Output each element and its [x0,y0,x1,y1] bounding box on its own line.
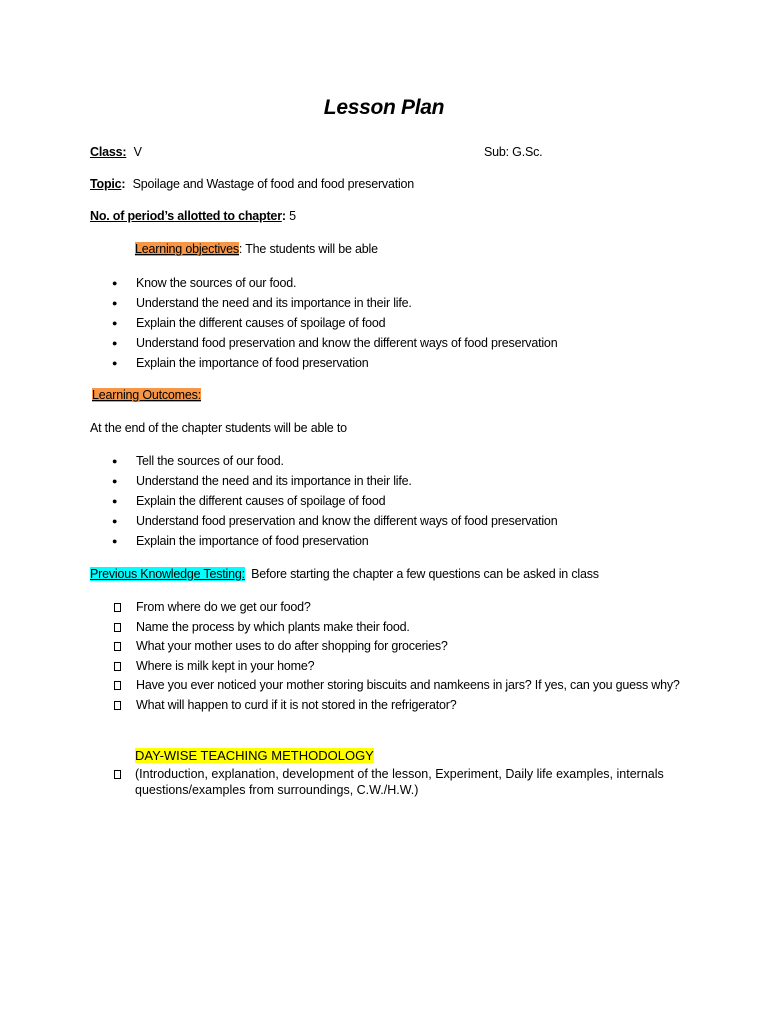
list-item: What will happen to curd if it is not stored in the refrigerator? [112,696,682,716]
previous-knowledge-heading: Previous Knowledge Testing: [90,567,245,581]
list-item: ● Understand food preservation and know the different ways of food preservation [112,511,557,531]
checkbox-glyph-icon [114,681,121,690]
subject-line: Sub: G.Sc. [484,145,543,159]
objectives-intro: : The students will be able [238,242,378,256]
checkbox-glyph-icon [114,623,121,632]
periods-value: 5 [289,209,296,223]
list-item: ● Explain the different causes of spoilage of food [112,491,557,511]
objectives-list [112,273,557,373]
list-item: What your mother uses to do after shopping for groceries? [112,637,682,657]
periods-label: No. of period’s allotted to chapter [90,209,282,223]
list-item: From where do we get our food? [112,598,682,618]
methodology-heading: DAY-WISE TEACHING METHODOLOGY [135,748,374,763]
class-label: Class: [90,145,127,159]
objectives-line [135,242,378,256]
topic-line: Topic: Spoilage and Wastage of food and food preservation [90,177,415,191]
checkbox-glyph-icon [114,770,121,779]
list-item: Have you ever noticed your mother storing biscuits and namkeens in jars? If yes, can you guess why? [112,676,682,696]
list-item: ● Explain the importance of food preservation [112,353,557,373]
methodology-body [112,766,672,798]
methodology-heading-line [135,748,374,763]
list-item: Where is milk kept in your home? [112,657,682,677]
outcomes-heading-line [92,388,201,402]
topic-label: Topic [90,177,122,191]
checkbox-glyph-icon [114,662,121,671]
list-item: ● Explain the importance of food preservation [112,531,557,551]
objectives-heading: Learning objectives [135,242,239,256]
outcomes-heading: Learning Outcomes: [92,388,201,402]
list-item: ● Understand the need and its importance in their life. [112,293,557,313]
questions-list [112,598,682,716]
list-item: ● Understand food preservation and know the different ways of food preservation [112,333,557,353]
class-value: V [133,145,142,159]
class-line [90,145,142,159]
list-item: ● Know the sources of our food. [112,273,557,293]
periods-line: No. of period’s allotted to chapter: 5 [90,209,296,223]
checkbox-glyph-icon [114,642,121,651]
page-title: Lesson Plan [323,96,445,119]
list-item: Name the process by which plants make their food. [112,618,682,638]
list-item: ● Tell the sources of our food. [112,451,557,471]
previous-knowledge-line [90,567,599,581]
outcomes-intro: At the end of the chapter students will be able to [90,421,347,435]
list-item: ● Understand the need and its importance in their life. [112,471,557,491]
checkbox-glyph-icon [114,701,121,710]
outcomes-list [112,451,557,551]
topic-value: Spoilage and Wastage of food and food preservation [132,177,415,191]
methodology-text: (Introduction, explanation, development of the lesson, Experiment, Daily life examples, internals questions/examples from surroundings, C.W./H.W.) [135,767,664,797]
previous-knowledge-intro: Before starting the chapter a few questions can be asked in class [251,567,599,581]
list-item: ● Explain the different causes of spoilage of food [112,313,557,333]
checkbox-glyph-icon [114,603,121,612]
